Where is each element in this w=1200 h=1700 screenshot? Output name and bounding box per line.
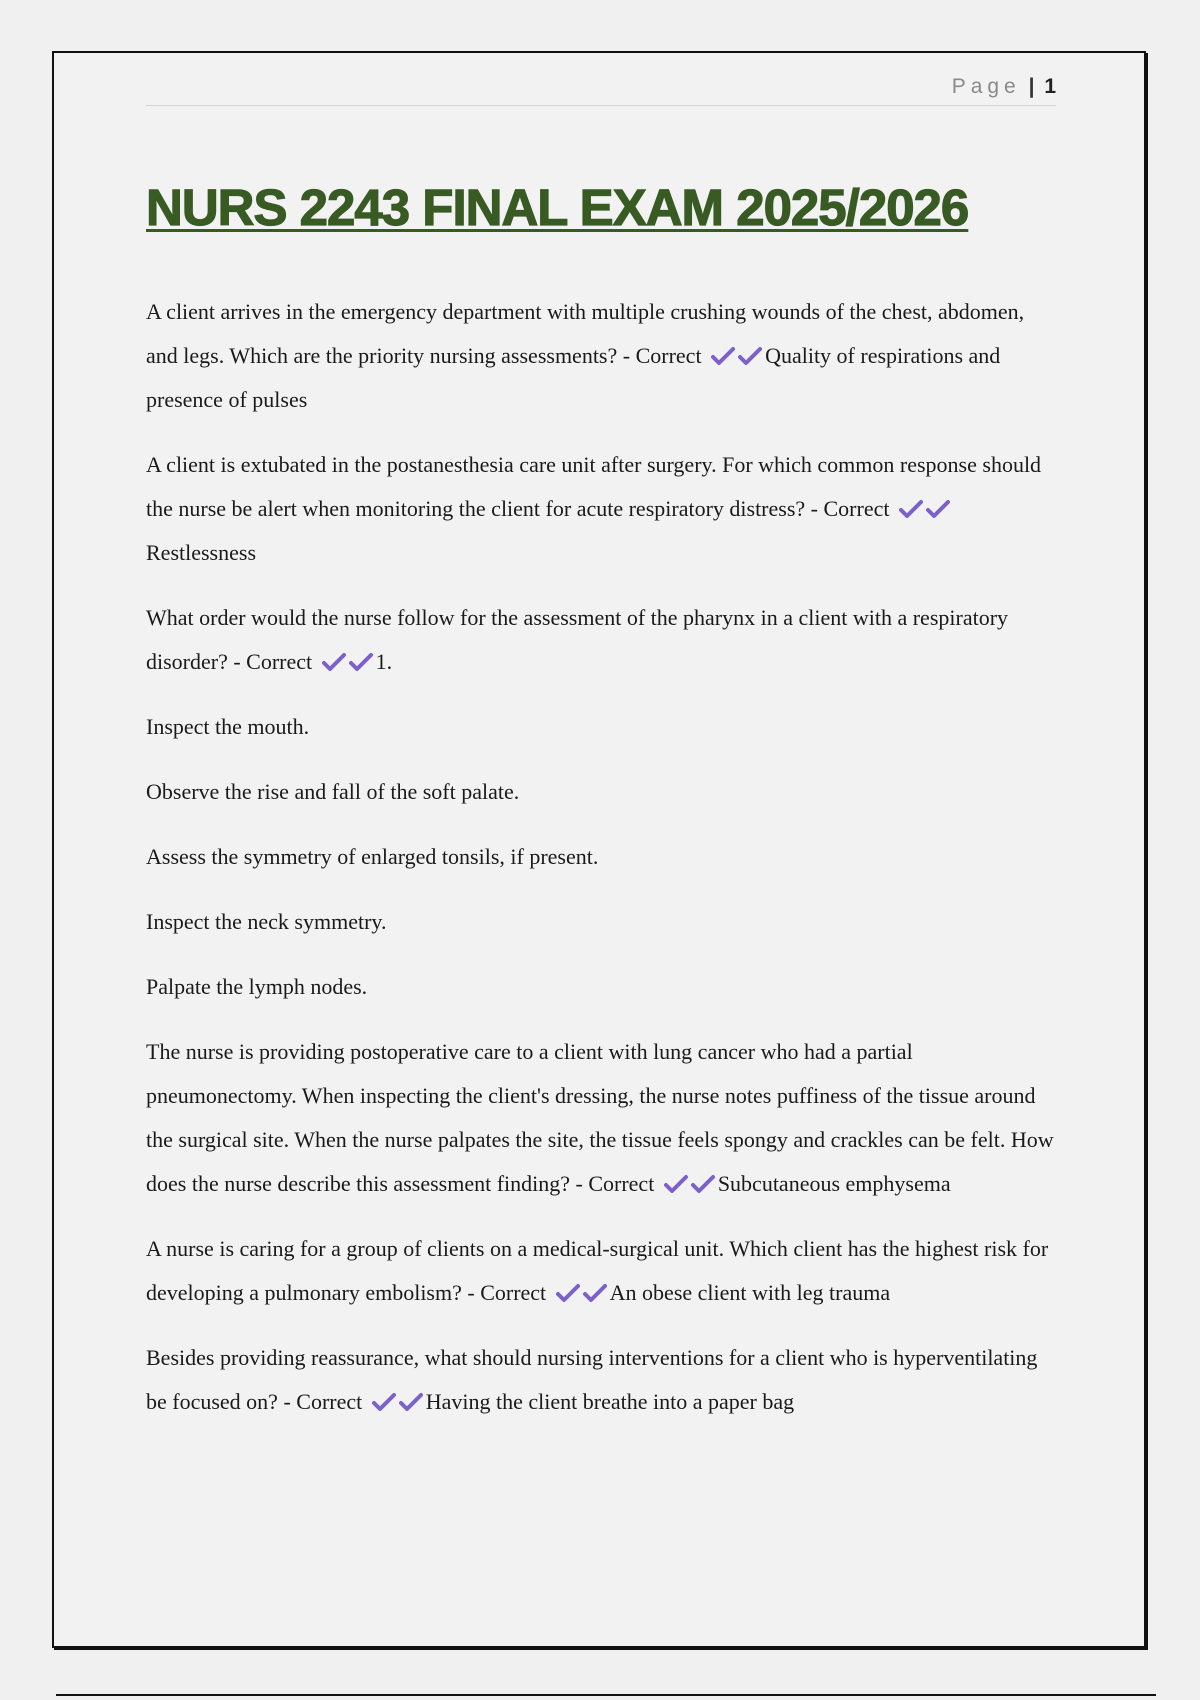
question-text: The nurse is providing postoperative care to a client with lung cancer who had a partial pneumonectomy. When inspecting the client's dressing, the nurse notes puffiness of the tissue around the surgical site. When the nurse palpates the site, the tissue feels spongy and crackles can be felt. How does the nurse describe this assessment finding? - Correct [146,1039,1054,1196]
answer-text: An obese client with leg trauma [609,1280,891,1305]
qa-paragraph [146,900,1058,944]
check-icon [899,498,923,520]
qa-paragraph [146,705,1058,749]
answer-text: Having the client breathe into a paper bag [425,1389,795,1414]
answer-step-text: Assess the symmetry of enlarged tonsils, if present. [146,844,599,869]
check-icon [711,345,735,367]
document-page [52,51,1146,1648]
next-page-edge [56,1694,1156,1696]
check-icon [349,651,373,673]
double-check-icon [368,1389,426,1414]
double-check-icon [660,1171,718,1196]
answer-text: Subcutaneous emphysema [717,1171,951,1196]
exam-title: NURS 2243 FINAL EXAM 2025/2026 [146,179,969,236]
check-icon [691,1173,715,1195]
page-header [146,75,1056,106]
question-text: What order would the nurse follow for the assessment of the pharynx in a client with a respiratory disorder? - Correct [146,605,1009,674]
qa-paragraph [146,965,1058,1009]
qa-paragraph [146,596,1058,684]
page-number: 1 [1044,75,1056,98]
answer-step-text: Inspect the mouth. [146,714,310,739]
answer-text: Quality of respirations and presence of pulses [146,343,1001,412]
question-text: A client is extubated in the postanesthesia care unit after surgery. For which common response should the nurse be alert when monitoring the client for acute respiratory distress? - Correct [146,452,1042,521]
question-text: Besides providing reassurance, what should nursing interventions for a client who is hyperventilating be focused on? - Correct [146,1345,1038,1414]
question-text: A client arrives in the emergency department with multiple crushing wounds of the chest, abdomen, and legs. Which are the priority nursing assessments? - Correct [146,299,1025,368]
answer-step-text: Inspect the neck symmetry. [146,909,387,934]
qa-paragraph [146,290,1058,422]
check-icon [556,1282,580,1304]
qa-paragraph [146,835,1058,879]
double-check-icon [707,343,765,368]
page-label: Page [951,75,1021,98]
double-check-icon [552,1280,610,1305]
qa-paragraph [146,770,1058,814]
answer-text: Restlessness [146,540,256,565]
answer-text: 1. [375,649,393,674]
check-icon [926,498,950,520]
qa-paragraph [146,1227,1058,1315]
answer-step-text: Palpate the lymph nodes. [146,974,368,999]
double-check-icon [895,496,953,521]
qa-content [146,290,1058,1445]
question-text: A nurse is caring for a group of clients on a medical-surgical unit. Which client has the highest risk for developing a pulmonary embolism? - Correct [146,1236,1049,1305]
check-icon [738,345,762,367]
qa-paragraph [146,1030,1058,1206]
page-separator: | [1028,75,1035,98]
qa-paragraph [146,1336,1058,1424]
check-icon [322,651,346,673]
answer-step-text: Observe the rise and fall of the soft palate. [146,779,520,804]
qa-paragraph [146,443,1058,575]
check-icon [399,1391,423,1413]
check-icon [664,1173,688,1195]
check-icon [372,1391,396,1413]
double-check-icon [318,649,376,674]
check-icon [583,1282,607,1304]
